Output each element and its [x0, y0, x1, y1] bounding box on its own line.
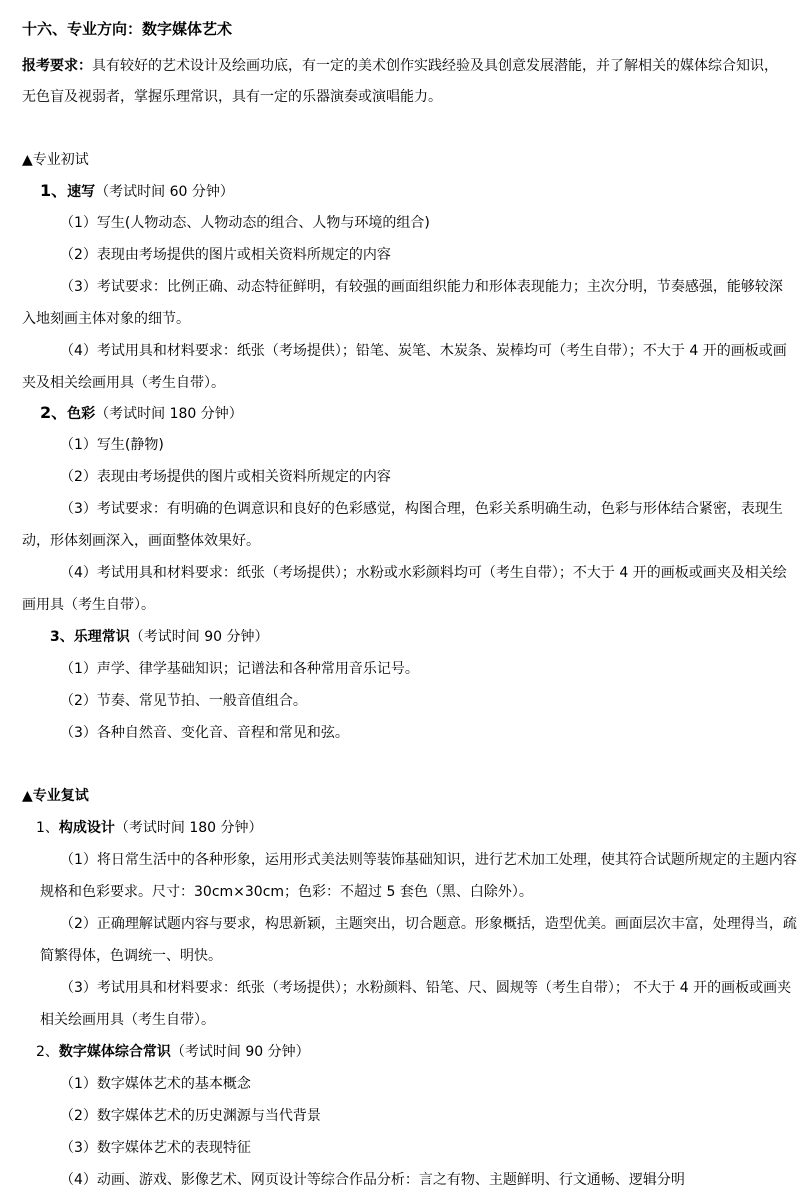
prelim-s1-item: （2）表现由考场提供的图片或相关资料所规定的内容 — [60, 247, 391, 263]
retest-s1-item-cont: 简繁得体，色调统一、明快。 — [40, 948, 222, 964]
prelim-s1-item: （4）考试用具和材料要求：纸张（考场提供）；铅笔、炭笔、木炭条、炭棒均可（考生自带）；不大于 4 开的画板或画 — [60, 343, 787, 359]
retest-s2-heading — [36, 1043, 310, 1061]
requirements-line-1 — [22, 57, 778, 75]
prelim-s2-heading — [40, 404, 243, 423]
heading-title: 乐理常识 — [73, 629, 130, 645]
prelim-header: ▲专业初试 — [22, 152, 89, 168]
prelim-s2-item: （2）表现由考场提供的图片或相关资料所规定的内容 — [60, 469, 391, 485]
heading-number: 2、 — [36, 1044, 59, 1060]
prelim-s1-item: （3）考试要求：比例正确、动态特征鲜明，有较强的画面组织能力和形体表现能力；主次分明，节奏感强，能够较深 — [60, 279, 783, 295]
retest-s2-item: （4）动画、游戏、影像艺术、网页设计等综合作品分析：言之有物、主题鲜明、行文通畅、逻辑分明 — [60, 1172, 685, 1188]
retest-s1-heading — [36, 819, 263, 837]
prelim-s1-item-cont: 夹及相关绘画用具（考生自带）。 — [22, 375, 225, 391]
prelim-s3-heading — [50, 628, 268, 646]
retest-s2-item: （2）数字媒体艺术的历史渊源与当代背景 — [60, 1108, 321, 1124]
heading-time: （考试时间 180 分钟） — [114, 820, 263, 836]
heading-title: 速写 — [67, 184, 96, 200]
retest-s2-item: （1）数字媒体艺术的基本概念 — [60, 1076, 251, 1092]
prelim-s2-item-cont: 画用具（考生自带）。 — [22, 597, 155, 613]
heading-title: 构成设计 — [58, 820, 115, 836]
requirements-text: 具有较好的艺术设计及绘画功底，有一定的美术创作实践经验及具创意发展潜能，并了解相关的媒体综合知识， — [92, 58, 778, 74]
heading-time: （考试时间 60 分钟） — [95, 184, 234, 200]
retest-header: ▲专业复试 — [22, 788, 89, 804]
prelim-s1-item-cont: 入地刻画主体对象的细节。 — [22, 311, 190, 327]
heading-title: 色彩 — [67, 406, 96, 422]
prelim-s2-item: （4）考试用具和材料要求：纸张（考场提供）；水粉或水彩颜料均可（考生自带）；不大于 4 开的画板或画夹及相关绘 — [60, 565, 787, 581]
prelim-s1-item: （1）写生(人物动态、人物动态的组合、人物与环境的组合) — [60, 215, 430, 231]
retest-s1-item: （3）考试用具和材料要求：纸张（考场提供）；水粉颜料、铅笔、尺、圆规等（考生自带）； 不大于 4 开的画板或画夹 — [60, 980, 792, 996]
prelim-s2-item: （1）写生(静物) — [60, 437, 164, 453]
retest-s1-item-cont: 相关绘画用具（考生自带）。 — [40, 1012, 215, 1028]
prelim-s2-item-cont: 动，形体刻画深入，画面整体效果好。 — [22, 533, 260, 549]
retest-s1-item-cont: 规格和色彩要求。尺寸：30cm×30cm；色彩：不超过 5 套色（黑、白除外）。 — [40, 884, 533, 900]
requirements-line-2: 无色盲及视弱者，掌握乐理常识，具有一定的乐器演奏或演唱能力。 — [22, 89, 442, 105]
prelim-s3-item: （2）节奏、常见节拍、一般音值组合。 — [60, 693, 307, 709]
heading-number: 1、 — [40, 181, 68, 200]
retest-s1-item: （1）将日常生活中的各种形象，运用形式美法则等装饰基础知识，进行艺术加工处理，使其符合试题所规定的主题内容 — [60, 852, 797, 868]
heading-title: 数字媒体综合常识 — [58, 1044, 171, 1060]
retest-s1-item: （2）正确理解试题内容与要求，构思新颖，主题突出，切合题意。形象概括，造型优美。画面层次丰富，处理得当，疏 — [60, 916, 797, 932]
prelim-s1-heading — [40, 182, 234, 201]
heading-number: 2、 — [40, 403, 68, 422]
heading-number: 1、 — [36, 820, 59, 836]
requirements-label: 报考要求： — [22, 58, 92, 74]
prelim-s2-item: （3）考试要求：有明确的色调意识和良好的色彩感觉，构图合理，色彩关系明确生动，色彩与形体结合紧密，表现生 — [60, 501, 783, 517]
heading-number: 3、 — [50, 629, 74, 645]
heading-time: （考试时间 180 分钟） — [95, 406, 243, 422]
prelim-s3-item: （1）声学、律学基础知识；记谱法和各种常用音乐记号。 — [60, 661, 419, 677]
heading-time: （考试时间 90 分钟） — [129, 629, 269, 645]
heading-time: （考试时间 90 分钟） — [170, 1044, 310, 1060]
section-title: 十六、专业方向：数字媒体艺术 — [22, 20, 233, 38]
prelim-s3-item: （3）各种自然音、变化音、音程和常见和弦。 — [60, 725, 349, 741]
retest-s2-item: （3）数字媒体艺术的表现特征 — [60, 1140, 251, 1156]
